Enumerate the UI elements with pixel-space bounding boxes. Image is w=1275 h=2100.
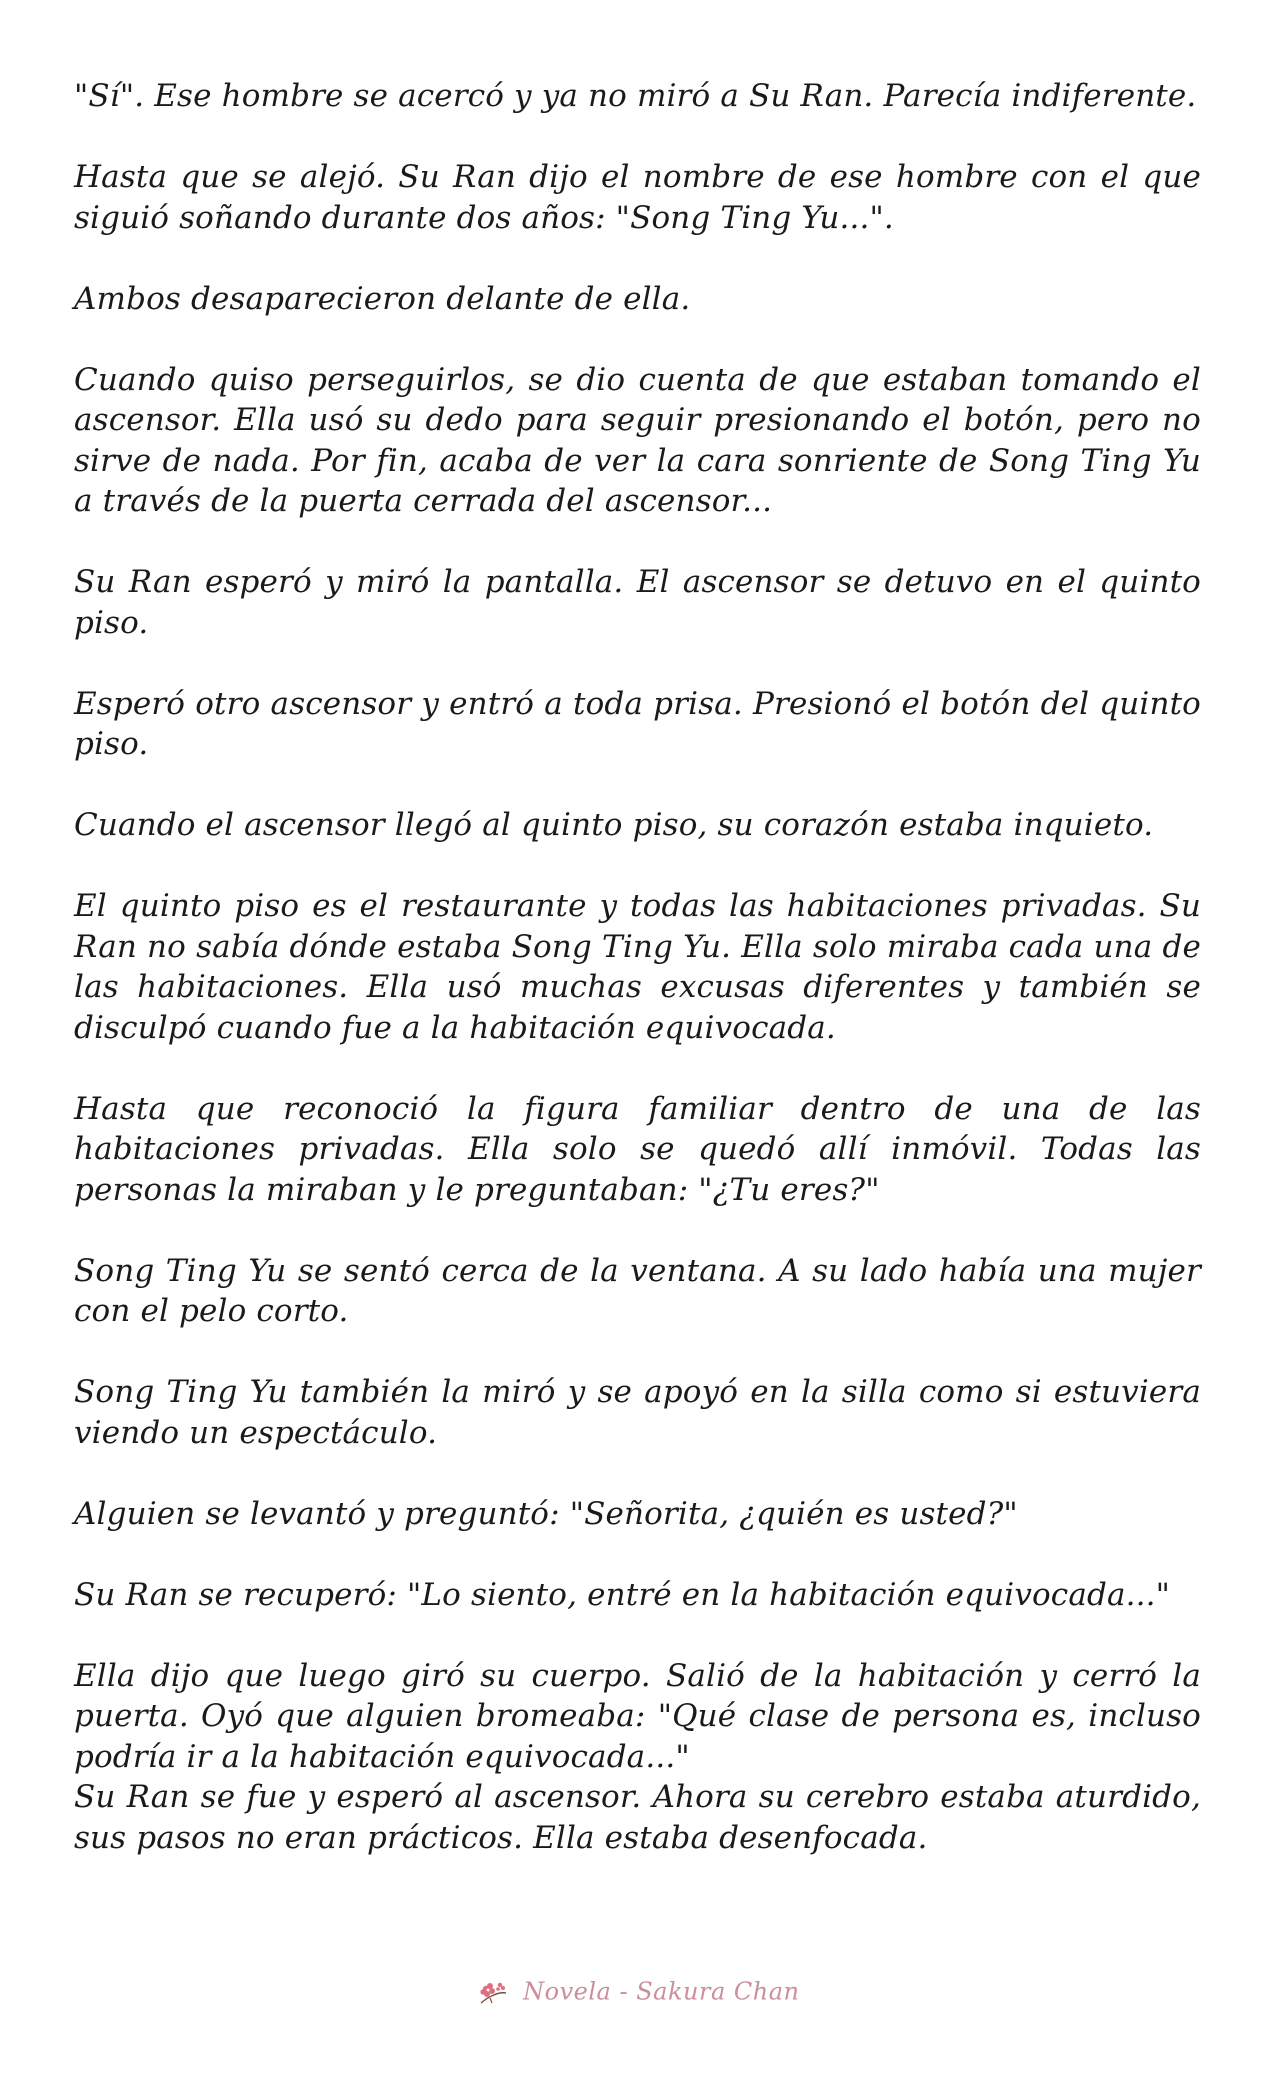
paragraph-13: Su Ran se recuperó: "Lo siento, entré en la habitación equivocada..." <box>74 1576 1171 1613</box>
paragraph-11: Song Ting Yu también la miró y se apoyó en la silla como si estuviera viendo un espectáculo. <box>74 1374 1201 1451</box>
paragraph-3: Ambos desaparecieron delante de ella. <box>74 280 691 317</box>
paragraph-10: Song Ting Yu se sentó cerca de la ventana. A su lado había una mujer con el pelo corto. <box>74 1252 1201 1329</box>
paragraph-2: Hasta que se alejó. Su Ran dijo el nombre de ese hombre con el que siguió soñando durante dos años: "Song Ting Yu...". <box>74 159 1201 236</box>
document-body <box>74 76 1201 1858</box>
paragraph-6: Esperó otro ascensor y entró a toda prisa. Presionó el botón del quinto piso. <box>74 685 1201 762</box>
sakura-flower-icon <box>476 1977 510 2007</box>
paragraph-5: Su Ran esperó y miró la pantalla. El ascensor se detuvo en el quinto piso. <box>74 564 1201 641</box>
watermark-text: Novela - Sakura Chan <box>523 1977 800 2006</box>
paragraph-12: Alguien se levantó y preguntó: "Señorita, ¿quién es usted?" <box>74 1495 1018 1532</box>
paragraph-14: Ella dijo que luego giró su cuerpo. Salió de la habitación y cerró la puerta. Oyó que alguien bromeaba: "Qué clase de persona es, incluso podría ir a la habitación equivocada..." <box>74 1657 1201 1775</box>
watermark <box>0 1976 1275 2007</box>
paragraph-7: Cuando el ascensor llegó al quinto piso, su corazón estaba inquieto. <box>74 807 1154 843</box>
paragraph-9: Hasta que reconoció la figura familiar dentro de una de las habitaciones privadas. Ella solo se quedó allí inmóvil. Todas las personas la miraban y le preguntaban: "¿Tu eres?" <box>74 1090 1201 1208</box>
paragraph-15: Su Ran se fue y esperó al ascensor. Ahora su cerebro estaba aturdido, sus pasos no eran prácticos. Ella estaba desenfocada. <box>74 1779 1201 1856</box>
paragraph-1: "Sí". Ese hombre se acercó y ya no miró a Su Ran. Parecía indiferente. <box>74 78 1197 114</box>
paragraph-4: Cuando quiso perseguirlos, se dio cuenta de que estaban tomando el ascensor. Ella usó su dedo para seguir presionando el botón, pero no sirve de nada. Por fin, acaba de ver la cara sonriente de Song Ting Yu a través de la puerta cerrada del ascensor... <box>74 361 1201 519</box>
paragraph-8: El quinto piso es el restaurante y todas las habitaciones privadas. Su Ran no sabía dónde estaba Song Ting Yu. Ella solo miraba cada una de las habitaciones. Ella usó muchas excusas diferentes y también se disculpó cuando fue a la habitación equivocada. <box>74 888 1201 1046</box>
